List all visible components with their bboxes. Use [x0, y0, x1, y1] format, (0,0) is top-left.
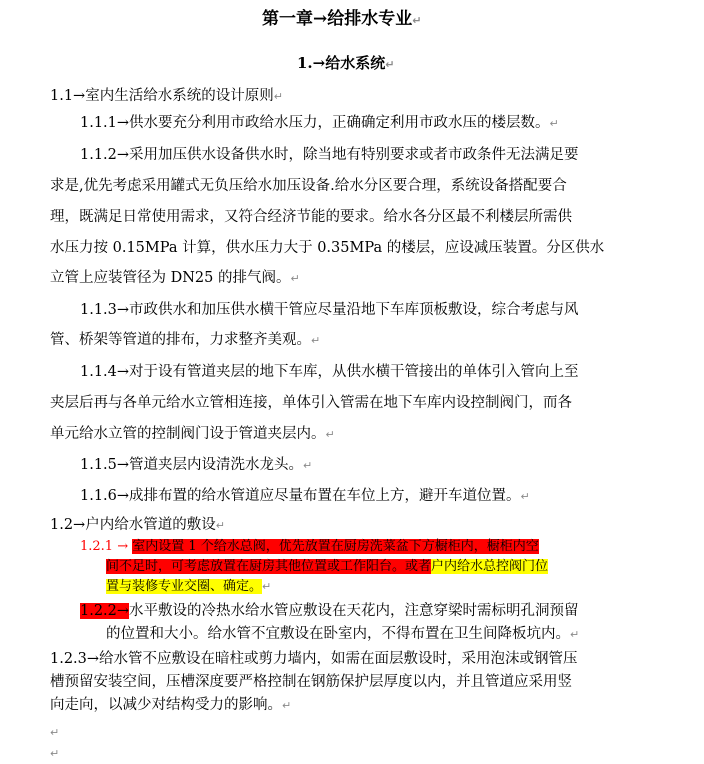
paragraph-1-1-4-line-1: 1.1.4→对于设有管道夹层的地下车库，从供水横干管接出的单体引入管向上至 — [80, 364, 579, 380]
section-title: 1.→给水系统↵ — [297, 54, 395, 72]
paragraph-1-2-1-line-2: 间不足时，可考虑放置在厨房其他位置或工作阳台。或者户内给水总控阀门位 — [106, 559, 549, 574]
paragraph-1-2-1-line-1: 1.2.1 → 室内设置 1 个给水总阀，优先放置在厨房洗菜盆下方橱柜内，橱柜内空 — [80, 539, 539, 554]
paragraph-1-1-3-line-1: 1.1.3→市政供水和加压供水横干管应尽量沿地下车库顶板敷设，综合考虑与风 — [80, 302, 579, 318]
empty-paragraph-mark: ↵ — [50, 726, 60, 739]
paragraph-1-1-1: 1.1.1→供水要充分利用市政给水压力，正确确定利用市政水压的楼层数。↵ — [80, 115, 559, 131]
paragraph-1-1-2-line-5: 立管上应装管径为 DN25 的排气阀。↵ — [50, 270, 300, 286]
paragraph-1-1-3-line-2: 管、桥架等管道的排布，力求整齐美观。↵ — [50, 332, 321, 348]
paragraph-1-2-3-line-3: 向走向，以减少对结构受力的影响。↵ — [50, 697, 292, 713]
paragraph-1-1-2-line-3: 理，既满足日常使用需求，又符合经济节能的要求。给水各分区最不利楼层所需供 — [50, 209, 572, 225]
heading-1-1: 1.1→室内生活给水系统的设计原则↵ — [50, 88, 283, 104]
chapter-title: 第一章→给排水专业↵ — [262, 9, 422, 29]
empty-paragraph-mark: ↵ — [50, 747, 60, 760]
paragraph-1-1-4-line-2: 夹层后再与各单元给水立管相连接，单体引入管需在地下车库内设控制阀门，而各 — [50, 395, 572, 411]
paragraph-1-1-2-line-4: 水压力按 0.15MPa 计算，供水压力大于 0.35MPa 的楼层，应设减压装置。分区供水 — [50, 240, 605, 256]
paragraph-1-2-2-line-1: 1.2.2→水平敷设的冷热水给水管应敷设在天花内，注意穿梁时需标明孔洞预留 — [80, 603, 579, 619]
paragraph-1-2-1-line-3: 置与装修专业交圈、确定。↵ — [106, 579, 272, 594]
paragraph-1-2-3-line-1: 1.2.3→给水管不应敷设在暗柱或剪力墙内，如需在面层敷设时，采用泡沫或钢管压 — [50, 651, 578, 667]
paragraph-1-2-2-line-2: 的位置和大小。给水管不宜敷设在卧室内，不得布置在卫生间降板坑内。↵ — [106, 626, 580, 642]
paragraph-1-1-6: 1.1.6→成排布置的给水管道应尽量布置在车位上方，避开车道位置。↵ — [80, 488, 530, 504]
paragraph-1-1-2-line-1: 1.1.2→采用加压供水设备供水时，除当地有特别要求或者市政条件无法满足要 — [80, 147, 579, 163]
paragraph-1-1-4-line-3: 单元给水立管的控制阀门设于管道夹层内。↵ — [50, 426, 335, 442]
paragraph-1-1-5: 1.1.5→管道夹层内设清洗水龙头。↵ — [80, 457, 313, 473]
heading-1-2: 1.2→户内给水管道的敷设↵ — [50, 517, 225, 533]
paragraph-1-1-2-line-2: 求是,优先考虑采用罐式无负压给水加压设备.给水分区要合理，系统设备搭配要合 — [50, 178, 567, 194]
paragraph-1-2-3-line-2: 槽预留安装空间，压槽深度要严格控制在钢筋保护层厚度以内，并且管道应采用竖 — [50, 674, 572, 690]
